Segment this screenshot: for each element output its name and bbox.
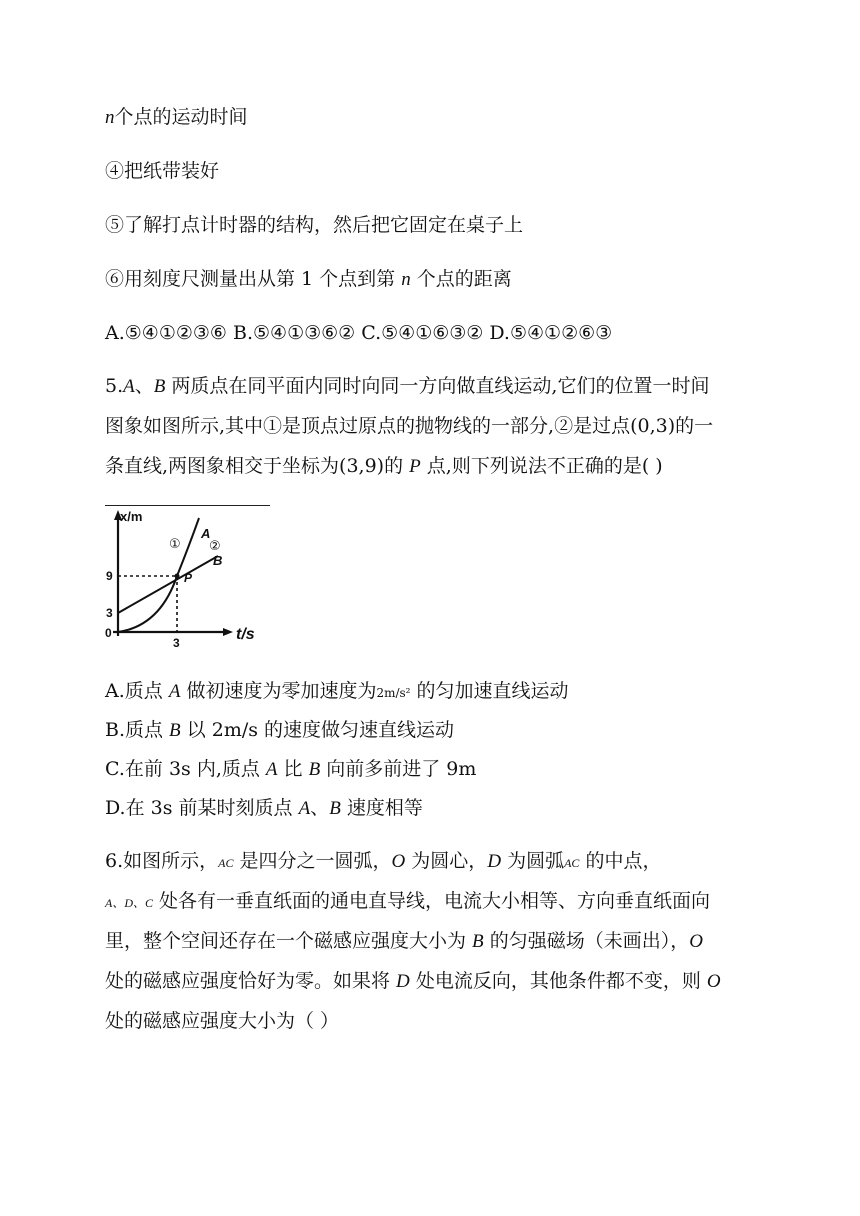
q6-line-4 <box>105 970 721 993</box>
q6-text-5: 的中点， <box>579 850 662 872</box>
q5-option-b <box>105 719 454 742</box>
curve2-label: ② <box>209 538 221 553</box>
text-line-1 <box>105 106 248 129</box>
var-B: B <box>329 798 341 819</box>
opt-d-text-2: 、 <box>310 797 330 819</box>
var-D: D <box>487 851 502 872</box>
tick-y9: 9 <box>106 569 113 583</box>
q6-line-4-a: 处的磁感应强度恰好为零。如果将 <box>105 970 397 992</box>
q6-line-3-a: 里，整个空间还存在一个磁感应强度大小为 <box>105 930 473 952</box>
q5-option-c <box>105 758 476 781</box>
line-4-a: ⑥用刻度尺测量出从第 1 个点到第 <box>105 268 402 290</box>
q5-line-3 <box>105 455 663 478</box>
position-time-graph <box>105 508 270 651</box>
tick-y3: 3 <box>106 606 113 620</box>
q6-line-2-text: 处各有一垂直纸面的通电直导线，电流大小相等、方向垂直纸面向 <box>153 890 711 912</box>
x-axis-label: t/s <box>236 626 255 643</box>
answer-options-q4: A.⑤④①②③⑥ B.⑤④①③⑥② C.⑤④①⑥③② D.⑤④①②⑥③ <box>105 322 613 344</box>
line-1-text: 个点的运动时间 <box>114 106 248 128</box>
var-A: A <box>298 798 311 819</box>
text-line-3: ⑤了解打点计时器的结构，然后把它固定在桌子上 <box>105 214 524 236</box>
opt-b-text-2: 以 2m/s 的速度做匀速直线运动 <box>180 719 455 741</box>
q6-line-3-b: 的匀强磁场（未画出）， <box>483 930 690 952</box>
line-4-b: 个点的距离 <box>410 268 512 290</box>
opt-c-text-1: C.在前 3s 内,质点 <box>105 758 266 780</box>
var-O: O <box>391 851 406 872</box>
opt-a-text-3: 的匀加速直线运动 <box>410 680 569 702</box>
x-axis-arrow <box>223 628 233 636</box>
var-A: A <box>168 681 181 702</box>
q6-line-3 <box>105 930 703 953</box>
var-n: n <box>401 269 411 290</box>
q6-line-1 <box>105 850 661 874</box>
q6-text-4: 为圆弧 <box>501 850 565 872</box>
label-P: P <box>184 571 193 585</box>
label-B: B <box>213 553 223 568</box>
arc-AC: AC <box>564 856 580 870</box>
q6-line-2 <box>105 890 710 914</box>
text-line-4 <box>105 268 512 291</box>
q5-line-1-text: 两质点在同平面内同时向同一方向做直线运动,它们的位置一时间 <box>165 375 710 397</box>
q5-line-3-a: 条直线,两图象相交于坐标为(3,9)的 <box>105 455 410 477</box>
label-A: A <box>201 526 211 541</box>
line-B <box>118 556 218 613</box>
var-n: n <box>105 107 115 128</box>
opt-a-text-1: A.质点 <box>105 680 169 702</box>
q6-line-4-b: 处电流反向，其他条件都不变，则 <box>409 970 707 992</box>
var-P: P <box>409 456 421 477</box>
divider-rule <box>105 505 270 506</box>
opt-d-text-1: D.在 3s 前某时刻质点 <box>105 797 299 819</box>
text-line-2: ④把纸带装好 <box>105 160 220 182</box>
origin-label: 0 <box>105 626 112 640</box>
q5-option-d <box>105 797 423 820</box>
opt-b-text-1: B.质点 <box>105 719 170 741</box>
var-B: B <box>472 931 484 952</box>
opt-d-text-3: 速度相等 <box>340 797 423 819</box>
q6-line-5: 处的磁感应强度大小为（ ） <box>105 1010 340 1032</box>
var-B: B <box>308 759 321 780</box>
opt-a-text-2: 做初速度为零加速度为 <box>180 680 377 702</box>
var-D: D <box>396 971 410 992</box>
opt-c-text-2: 比 <box>277 758 309 780</box>
curve1-label: ① <box>169 536 181 551</box>
point-P <box>175 574 180 579</box>
var-A: A <box>265 759 278 780</box>
var-B: B <box>153 376 166 397</box>
var-O: O <box>689 931 703 952</box>
q5-option-a <box>105 680 569 704</box>
q5-sep: 、 <box>134 375 154 397</box>
q6-text-2: 是四分之一圆弧， <box>233 850 392 872</box>
tick-x3: 3 <box>173 636 180 650</box>
unit-acceleration: 2m/s² <box>376 686 411 700</box>
q5-line-1 <box>105 375 709 398</box>
var-B: B <box>169 720 181 741</box>
var-A: A <box>123 376 135 397</box>
q5-line-3-b: 点,则下列说法不正确的是( ) <box>420 455 663 477</box>
q6-text-1: 6.如图所示， <box>105 850 219 872</box>
opt-c-text-3: 向前多前进了 9m <box>320 758 477 780</box>
q5-line-2: 图象如图所示,其中①是顶点过原点的抛物线的一部分,②是过点(0,3)的一 <box>105 415 714 437</box>
q5-number: 5. <box>105 375 124 397</box>
points-ADC: A、D、C <box>105 896 154 910</box>
y-axis-label: x/m <box>120 509 143 524</box>
q6-text-3: 为圆心， <box>405 850 488 872</box>
arc-AC: AC <box>218 856 234 870</box>
var-O: O <box>706 971 721 992</box>
